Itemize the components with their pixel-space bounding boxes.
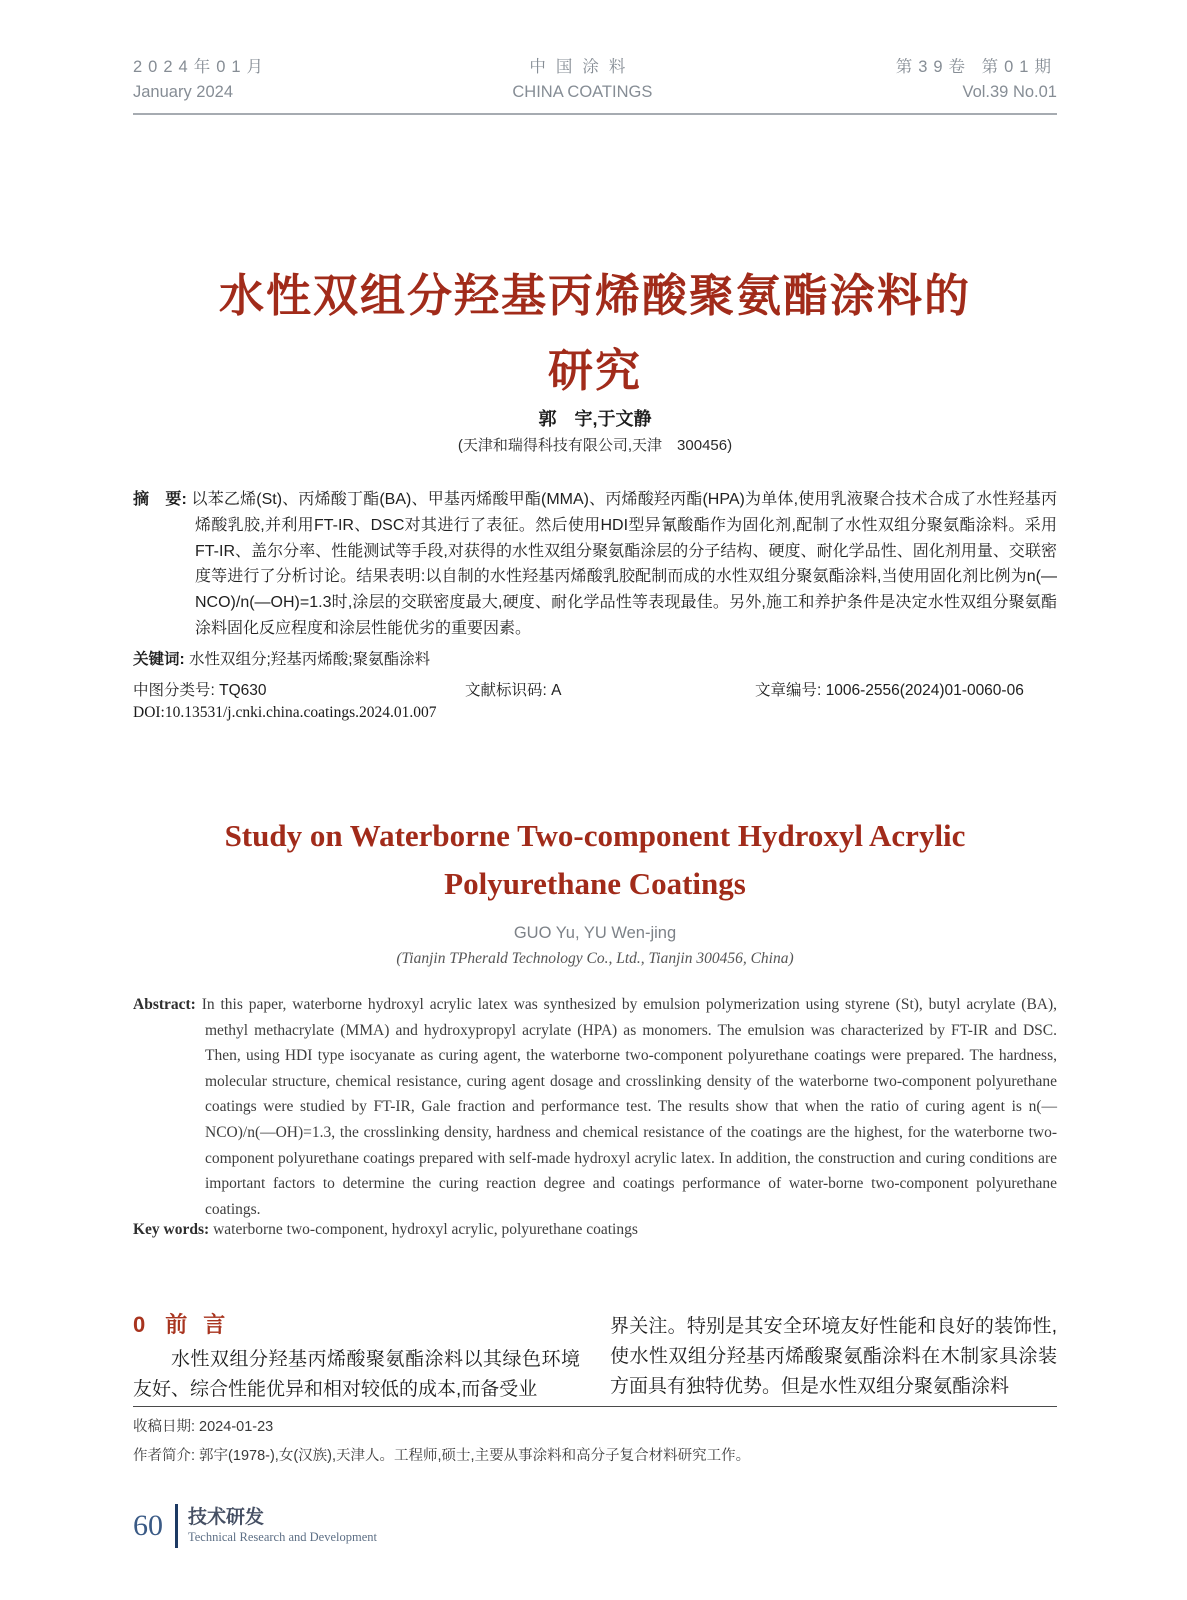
authors-cn: 郭 宇,于文静 [538, 409, 652, 429]
footer-column-label [188, 1507, 377, 1545]
article-meta-row [133, 678, 1057, 700]
footer-column-cn: 技术研发 [188, 1507, 265, 1528]
clc-number: 中图分类号: TQ630 [133, 682, 267, 699]
abstract-cn-label: 摘 要: [133, 491, 187, 508]
article-title-en-line1: Study on Waterborne Two-component Hydroxyl Acrylic [224, 818, 966, 853]
affiliation-cn: (天津和瑞得科技有限公司,天津 300456) [457, 437, 733, 454]
keywords-en-label: Key words: [133, 1221, 210, 1238]
keywords-cn [133, 647, 1057, 669]
abstract-en [133, 992, 1057, 1222]
footnote-received-date: 收稿日期: 2024-01-23 [133, 1419, 274, 1435]
article-title-cn [133, 258, 1057, 408]
section-0-heading [133, 1308, 580, 1339]
footnote-author-bio: 作者简介: 郭宇(1978-),女(汉族),天津人。工程师,硕士,主要从事涂料和高分子复合材料研究工作。 [133, 1448, 751, 1464]
body-columns [133, 1308, 1057, 1405]
header-issue-en: Vol.39 No.01 [962, 83, 1057, 101]
keywords-cn-text: 水性双组分;羟基丙烯酸;聚氨酯涂料 [188, 651, 431, 668]
abstract-cn-text: 以苯乙烯(St)、丙烯酸丁酯(BA)、甲基丙烯酸甲酯(MMA)、丙烯酸羟丙酯(HPA)为单体,使用乳液聚合技术合成了水性羟基丙烯酸乳胶,并利用FT-IR、DSC对其进行了表征。然后使用HDI型异氰酸酯作为固化剂,配制了水性双组分聚氨酯涂料。采用FT-IR、盖尔分率、性能测试等手段,对获得的水性双组分聚氨酯涂层的分子结构、硬度、耐化学品性、固化剂用量、交联密度等进行了分析讨论。结果表明:以自制的水性羟基丙烯酸乳胶配制而成的水性双组分聚氨酯涂料,当使用固化剂比例为n(—NCO)/n(—OH)=1.3时,涂层的交联密度最大,硬度、耐化学品性等表现最佳。另外,施工和养护条件是决定水性双组分聚氨酯涂料固化反应程度和涂层性能优劣的重要因素。 [191, 491, 1057, 637]
footnote-divider [133, 1406, 1057, 1407]
body-column-left [133, 1308, 580, 1405]
header-journal [512, 55, 652, 105]
article-title-cn-line1: 水性双组分羟基丙烯酸聚氨酯涂料的 [218, 270, 971, 321]
keywords-en [133, 1221, 1057, 1239]
footnote [133, 1413, 1057, 1471]
abstract-en-text: In this paper, waterborne hydroxyl acrylic latex was synthesized by emulsion polymerization using styrene (St), butyl acrylate (BA), methyl methacrylate (MMA) and hydroxypropyl acrylate (HPA) as monomers. The emulsion was characterized by FT-IR and DSC. Then, using HDI type isocyanate as curing agent, the waterborne two-component polyurethane coatings were prepared. The hardness, molecular structure, chemical resistance, curing agent dosage and crosslinking density of the waterborne two-component polyurethane coatings were studied by FT-IR, Gale fraction and performance test. The results show that when the ratio of curing agent is n(—NCO)/n(—OH)=1.3, the crosslinking density, hardness and chemical resistance of the coatings are the highest, for the waterborne two-component polyurethane coatings prepared with self-made hydroxyl acrylic latex. In addition, the construction and curing conditions are important factors to determine the curing reaction degree and coatings performance of water-borne two-component polyurethane coatings. [201, 996, 1058, 1218]
header-divider [133, 113, 1057, 115]
article-title-en [133, 812, 1057, 908]
intro-paragraph-left: 水性双组分羟基丙烯酸聚氨酯涂料以其绿色环境友好、综合性能优异和相对较低的成本,而备受业 [133, 1349, 580, 1400]
footer-column-en: Technical Research and Development [188, 1530, 377, 1544]
header-date-cn: 2024年01月 [133, 58, 270, 76]
body-column-right [610, 1308, 1057, 1405]
document-code: 文献标识码: A [465, 682, 562, 699]
affiliation-en: (Tianjin TPherald Technology Co., Ltd., Tianjin 300456, China) [396, 950, 794, 967]
article-title-cn-line2: 研究 [547, 345, 642, 396]
section-0-number: 0 [133, 1312, 146, 1337]
header-date-en: January 2024 [133, 83, 233, 101]
keywords-en-text: waterborne two-component, hydroxyl acrylic, polyurethane coatings [213, 1221, 638, 1238]
keywords-cn-label: 关键词: [133, 651, 185, 668]
doi: DOI:10.13531/j.cnki.china.coatings.2024.01.007 [133, 704, 437, 721]
header-issue [896, 55, 1057, 105]
abstract-cn [133, 487, 1057, 642]
article-title-en-line2: Polyurethane Coatings [444, 866, 746, 901]
header-issue-cn: 第39卷 第01期 [895, 58, 1057, 76]
page-footer [133, 1504, 1057, 1548]
authors-en: GUO Yu, YU Wen-jing [513, 924, 677, 942]
intro-paragraph-right: 界关注。特别是其安全环境友好性能和良好的装饰性,使水性双组分羟基丙烯酸聚氨酯涂料在木制家具涂装方面具有独特优势。但是水性双组分聚氨酯涂料 [610, 1316, 1057, 1397]
header-date [133, 55, 269, 105]
abstract-en-label: Abstract: [133, 996, 196, 1013]
page-number: 60 [133, 1509, 163, 1542]
header-journal-cn: 中国涂料 [529, 58, 636, 76]
section-0-title: 前言 [165, 1312, 242, 1337]
running-head [133, 55, 1057, 105]
article-id: 文章编号: 1006-2556(2024)01-0060-06 [755, 682, 1024, 699]
header-journal-en: CHINA COATINGS [512, 83, 653, 101]
footer-divider-bar [175, 1504, 178, 1548]
